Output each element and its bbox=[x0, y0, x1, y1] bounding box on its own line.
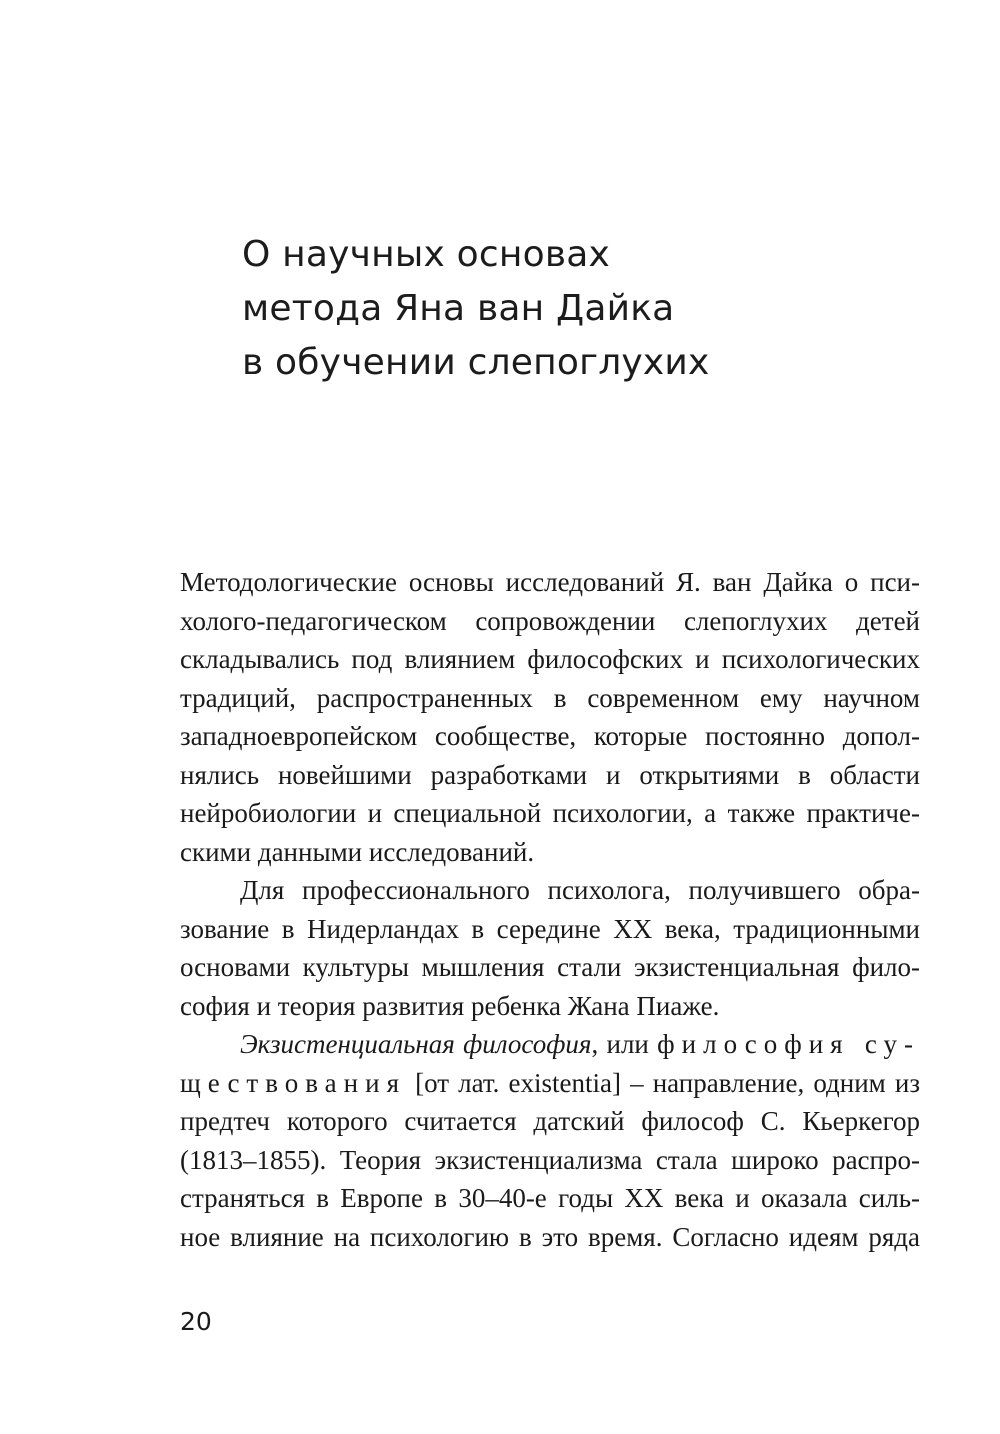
text-line: страняться в Европе в 30–40-е годы XX века и оказала силь- bbox=[180, 1183, 920, 1213]
text-fragment: , или bbox=[591, 1029, 658, 1059]
page-number: 20 bbox=[180, 1307, 212, 1336]
text-line: нейробиологии и специальной психологии, а также практиче- bbox=[180, 798, 920, 828]
text-line: (1813–1855). Теория экзистенциализма стала широко распро- bbox=[180, 1144, 920, 1175]
text-line: складывались под влиянием философских и психологических bbox=[180, 644, 920, 674]
chapter-title-line: О научных основах bbox=[242, 234, 611, 275]
chapter-title-line: в обучении слепоглухих bbox=[242, 342, 710, 383]
italic-term: Экзистенциальная философия bbox=[240, 1029, 592, 1059]
text-line: нялись новейшими разработками и открытиями в области bbox=[180, 759, 920, 790]
body-text bbox=[180, 563, 920, 1256]
text-line: зование в Нидерландах в середине XX века, традиционными bbox=[180, 913, 920, 944]
text-line: скими данными исследований. bbox=[180, 836, 535, 867]
chapter-title bbox=[242, 228, 862, 390]
text-line: традиций, распространенных в современном ему научном bbox=[180, 682, 920, 713]
text-line: ное влияние на психологию в это время. Согласно идеям ряда bbox=[180, 1221, 920, 1252]
text-line: Для профессионального психолога, получившего обра- bbox=[240, 875, 920, 905]
text-line bbox=[180, 1064, 920, 1103]
chapter-title-line: метода Яна ван Дайка bbox=[242, 288, 675, 329]
text-fragment: [от лат. existentia] – направление, одним из bbox=[406, 1067, 920, 1098]
text-line: предтеч которого считается датский философ С. Кьеркегор bbox=[180, 1106, 920, 1136]
text-line: основами культуры мышления стали экзистенциальная фило- bbox=[180, 952, 920, 982]
text-line: западноевропейском сообществе, которые постоянно допол- bbox=[180, 721, 920, 751]
text-line: Методологические основы исследований Я. ван Дайка о пси- bbox=[180, 567, 920, 597]
text-line bbox=[180, 1025, 920, 1064]
text-line: холого-педагогическом сопровождении слепоглухих детей bbox=[180, 605, 920, 636]
text-line: софия и теория развития ребенка Жана Пиаже. bbox=[180, 990, 720, 1021]
spaced-term: ществования bbox=[180, 1067, 406, 1098]
spaced-term: философия су- bbox=[657, 1029, 921, 1059]
